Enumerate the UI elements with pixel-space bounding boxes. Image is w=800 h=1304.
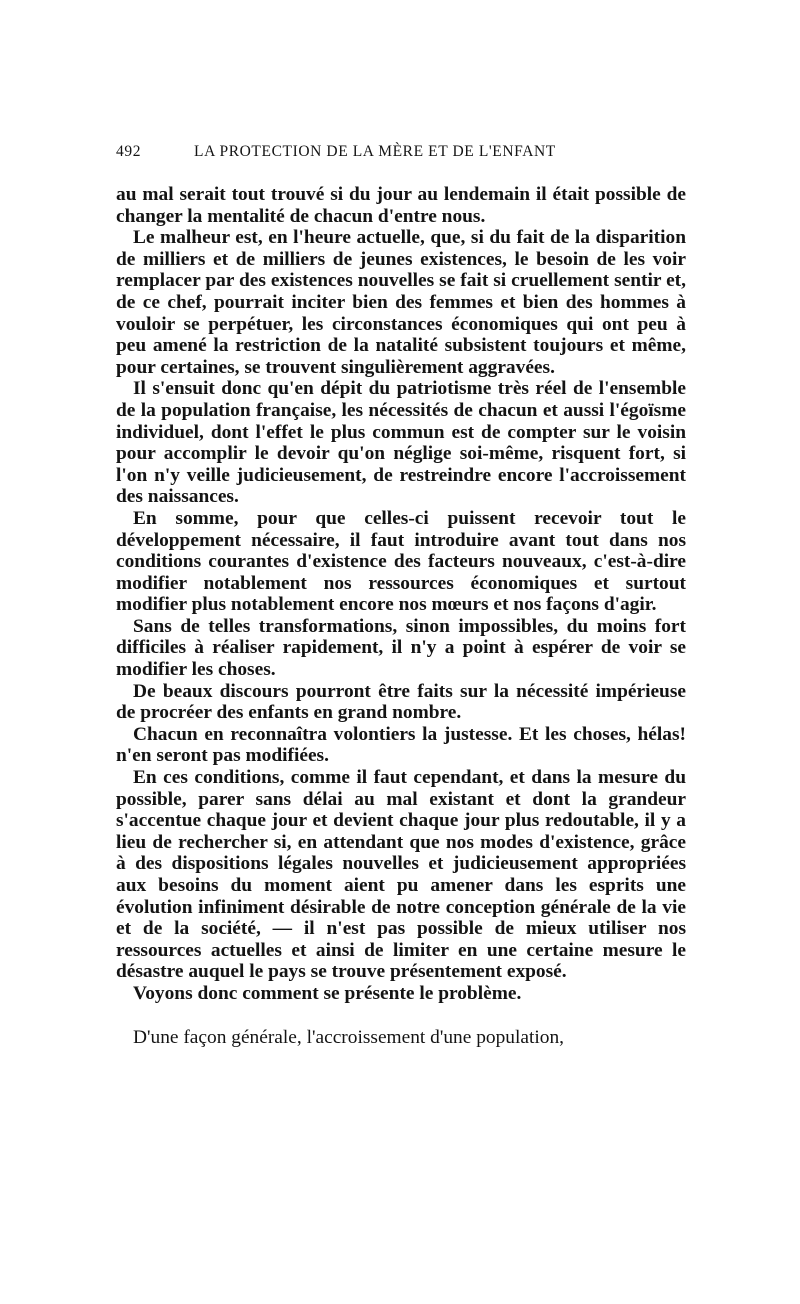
paragraph: En somme, pour que celles-ci puissent recevoir tout le développement nécessaire, il faut introduire avant tout dans nos conditions courantes d'existence des facteurs nouveaux, c'est-à-dire modifier notablement nos ressources économiques et surtout modifier plus notablement encore nos mœurs et nos façons d'agir. bbox=[116, 507, 686, 616]
running-header bbox=[116, 143, 686, 165]
paragraph: au mal serait tout trouvé si du jour au lendemain il était possible de changer la mentalité de chacun d'entre nous. bbox=[116, 184, 686, 227]
running-title: LA PROTECTION DE LA MÈRE ET DE L'ENFANT bbox=[194, 143, 556, 160]
paragraph: Chacun en reconnaîtra volontiers la justesse. Et les choses, hélas! n'en seront pas modifiées. bbox=[116, 723, 686, 767]
body-text bbox=[116, 184, 686, 1048]
paragraph: De beaux discours pourront être faits sur la nécessité impérieuse de procréer des enfants en grand nombre. bbox=[116, 680, 686, 724]
paragraph: Il s'ensuit donc qu'en dépit du patriotisme très réel de l'ensemble de la population française, les nécessités de chacun et aussi l'égoïsme individuel, dont l'effet le plus commun est de compter sur le voisin pour accomplir le devoir qu'on néglige soi-même, risquent fort, si l'on n'y veille judicieusement, de restreindre encore l'accroissement des naissances. bbox=[116, 378, 686, 508]
page-number: 492 bbox=[116, 143, 142, 160]
book-page bbox=[116, 143, 686, 1048]
paragraph: Voyons donc comment se présente le problème. bbox=[133, 982, 522, 1004]
paragraph: Le malheur est, en l'heure actuelle, que, si du fait de la disparition de milliers et de milliers de jeunes existences, le besoin de les voir remplacer par des existences nouvelles se fait si cruellement sentir et, de ce chef, pourrait inciter bien des femmes et bien des hommes à vouloir se perpétuer, les circonstances économiques qui ont peu à peu amené la restriction de la natalité subsistent toujours et même, pour certaines, se trouvent singulièrement aggravées. bbox=[116, 227, 686, 378]
paragraph: En ces conditions, comme il faut cependant, et dans la mesure du possible, parer sans délai au mal existant et dont la grandeur s'accentue chaque jour et devient chaque jour plus redoutable, il y a lieu de rechercher si, en attendant que nos modes d'existence, grâce à des dispositions légales nouvelles et judicieusement appropriées aux besoins du moment aient pu amener dans les esprits une évolution infiniment désirable de notre conception générale de la vie et de la société, — il n'est pas possible de mieux utiliser nos ressources actuelles et ainsi de limiter en une certaine mesure le désastre auquel le pays se trouve présentement exposé. bbox=[116, 767, 686, 983]
paragraph: Sans de telles transformations, sinon impossibles, du moins fort difficiles à réaliser rapidement, il n'y a point à espérer de voir se modifier les choses. bbox=[116, 615, 686, 681]
paragraph: D'une façon générale, l'accroissement d'une population, bbox=[133, 1026, 564, 1048]
